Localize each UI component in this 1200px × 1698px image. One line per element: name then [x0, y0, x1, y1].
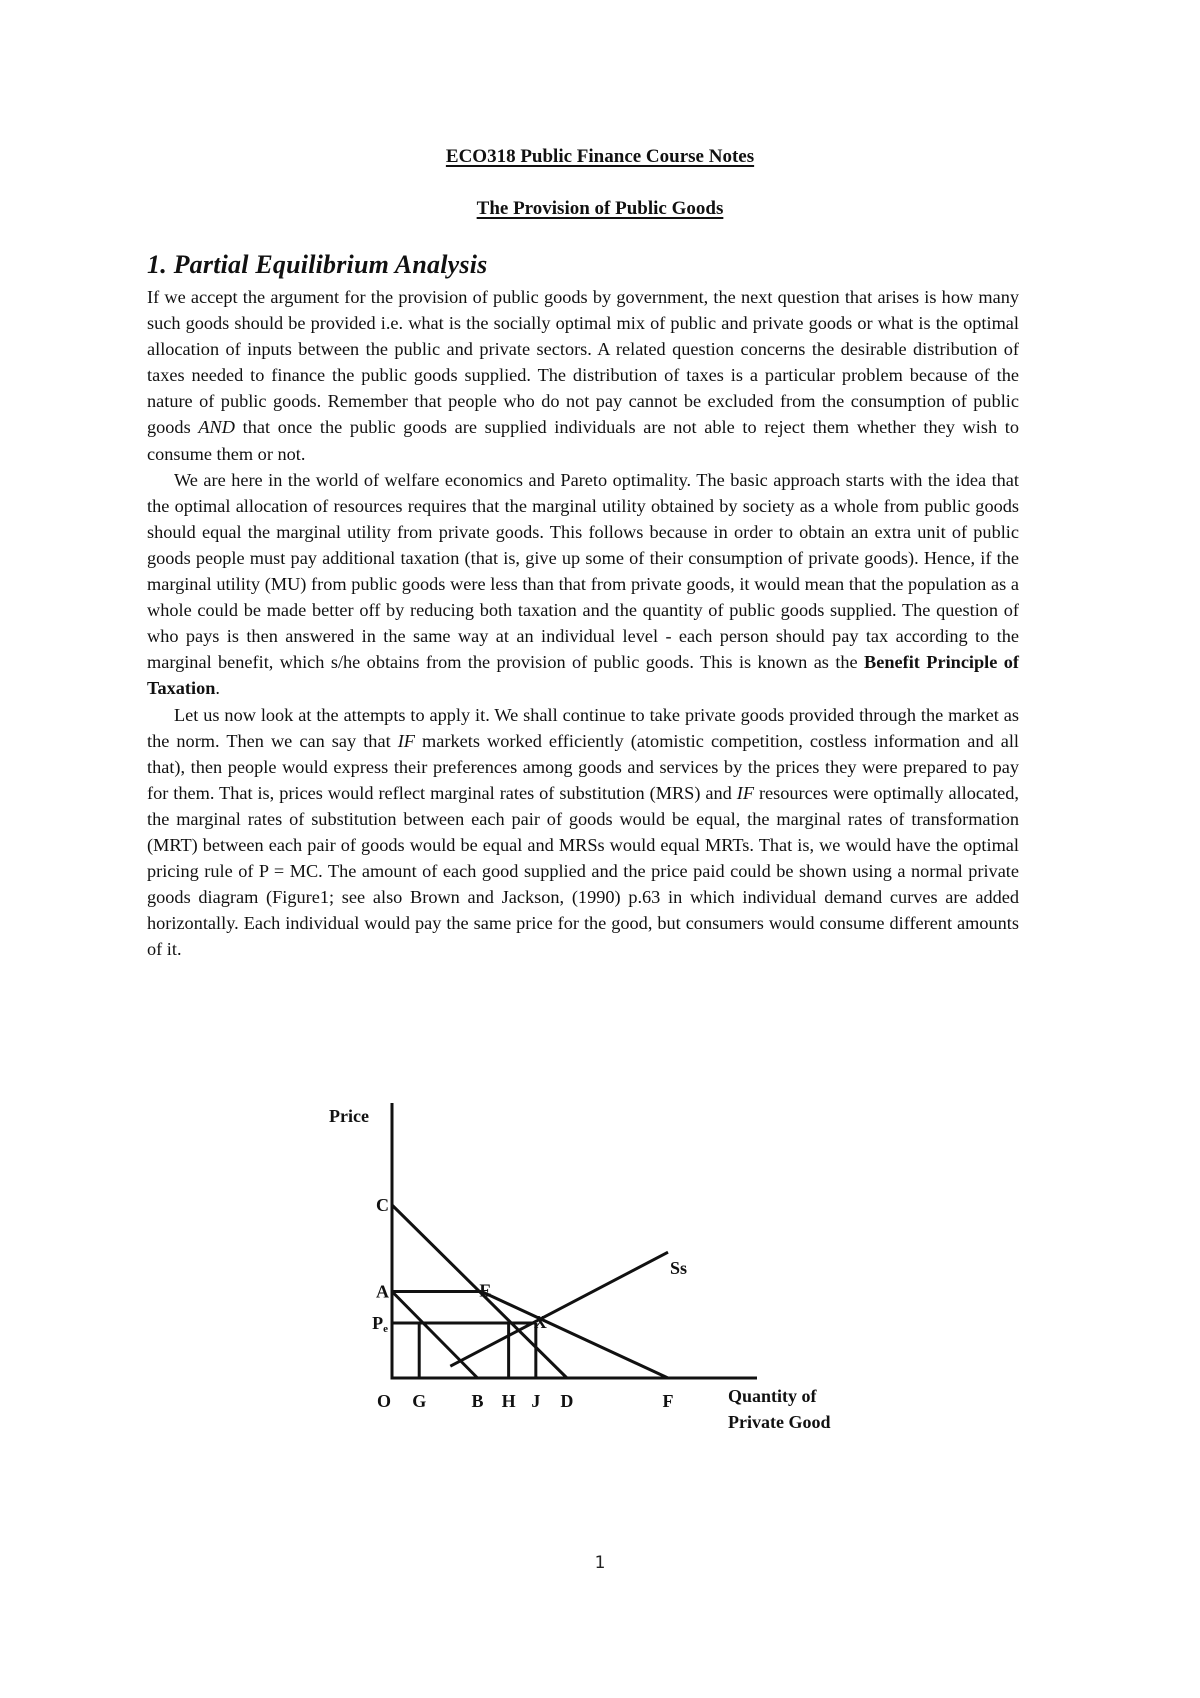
text-run: Let us now look at the attempts to apply it. We shall continue to take private goods provided through the market as the norm. Then we can say that: [147, 704, 1019, 751]
y-axis-label: Price: [329, 1106, 369, 1126]
paragraph: [147, 702, 1019, 963]
demand-individual-2-line: [392, 1205, 567, 1378]
page-number: 1: [594, 1553, 606, 1573]
y-point-label-a: A: [376, 1281, 389, 1302]
document-title: ECO318 Public Finance Course Notes: [445, 146, 755, 167]
demand-individual-1-line: [392, 1292, 478, 1379]
label-subscript: e: [383, 1322, 388, 1335]
supply-line: [450, 1252, 668, 1366]
document-subtitle: The Provision of Public Goods: [476, 198, 724, 219]
supply-curve-label: Ss: [670, 1258, 688, 1279]
annotation-e: E: [479, 1280, 492, 1301]
paragraph: [147, 467, 1019, 702]
text-run: .: [215, 678, 220, 699]
aggregate-demand-line: [481, 1292, 668, 1379]
annotation-x: X: [533, 1311, 547, 1332]
x-point-label-h: H: [501, 1391, 516, 1411]
y-point-label-pe: [372, 1313, 388, 1335]
emphasis: IF: [736, 782, 754, 803]
label-main: P: [372, 1312, 384, 1333]
x-point-label-d: D: [560, 1391, 574, 1411]
emphasis: IF: [397, 730, 415, 751]
x-axis-label-line: Quantity of: [728, 1386, 817, 1406]
x-point-label-f: F: [662, 1391, 674, 1411]
y-point-label-c: C: [376, 1195, 389, 1215]
bold-term: Benefit Principle of Taxation: [147, 652, 1019, 699]
x-point-label-g: G: [412, 1391, 427, 1411]
x-point-label-o: O: [376, 1391, 392, 1411]
text-run: resources were optimally allocated, the marginal rates of substitution between each pair of goods would be equal, the marginal rates of transformation (MRT) between each pair of goods would be equal and MRSs would equal MRTs. That is, we would have the optimal pricing rule of P = MC. The amount of each good supplied and the price paid could be shown using a normal private goods diagram (Figure1; see also Brown and Jackson, (1990) p.63 in which individual demand curves are added horizontally. Each individual would pay the same price for the good, but consumers would consume different amounts of it.: [147, 782, 1019, 960]
x-axis-label-line: Private Good: [728, 1412, 831, 1432]
emphasis: AND: [198, 417, 235, 438]
text-run: that once the public goods are supplied individuals are not able to reject them whether they wish to consume them or not.: [147, 417, 1019, 464]
text-run: If we accept the argument for the provision of public goods by government, the next question that arises is how many such goods should be provided i.e. what is the socially optimal mix of public and private goods or what is the optimal allocation of inputs between the public and private sectors. A related question concerns the desirable distribution of taxes needed to finance the public goods supplied. The distribution of taxes is a particular problem because of the nature of public goods. Remember that people who do not pay cannot be excluded from the consumption of public goods: [147, 287, 1019, 438]
text-run: markets worked efficiently (atomistic competition, costless information and all that), then people would express their preferences among goods and services by the prices they were prepared to pay for them. That is, prices would reflect marginal rates of substitution (MRS) and: [147, 730, 1019, 803]
body-text: [147, 284, 1019, 962]
x-point-label-b: B: [471, 1391, 484, 1411]
x-point-label-j: J: [531, 1391, 541, 1411]
paragraph: [147, 284, 1019, 467]
text-run: We are here in the world of welfare economics and Pareto optimality. The basic approach starts with the idea that the optimal allocation of resources requires that the marginal utility obtained by society as a whole from public goods should equal the marginal utility from private goods. This follows because in order to obtain an extra unit of public goods people must pay additional taxation (that is, give up some of their consumption of private goods). Hence, if the marginal utility (MU) from public goods were less than that from private goods, it would mean that the population as a whole could be made better off by reducing both taxation and the quantity of public goods supplied. The question of who pays is then answered in the same way at an individual level - each person should pay tax according to the marginal benefit, which s/he obtains from the provision of public goods. This is known as the: [147, 469, 1019, 673]
section-heading: 1. Partial Equilibrium Analysis: [147, 250, 488, 279]
